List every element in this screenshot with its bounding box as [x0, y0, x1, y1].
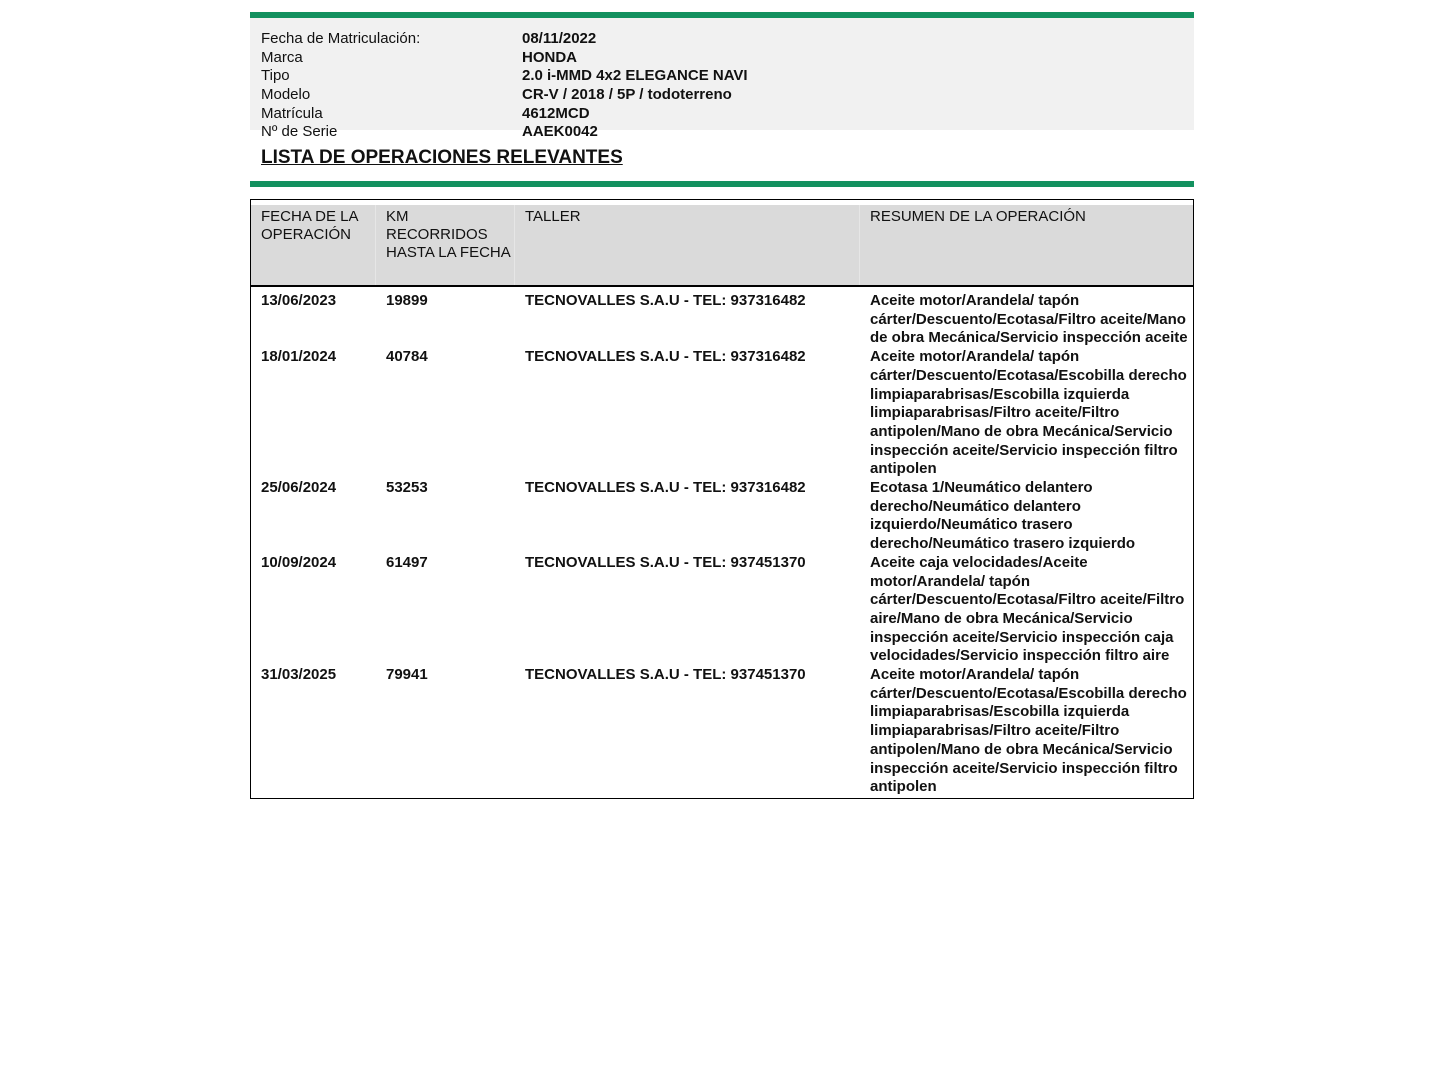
cell-km: 19899 [386, 292, 428, 309]
cell-resumen: Aceite motor/Arandela/ tapón cárter/Descuento/Ecotasa/Escobilla derecho limpiaparabrisas/Escobilla izquierda limpiaparabrisas/Filtro aceite/Filtro antipolen/Mano de obra Mecánica/Servicio inspección aceite/Servicio inspección filtro antipolen [870, 348, 1187, 478]
info-row-marca [261, 49, 1183, 68]
info-value: AAEK0042 [522, 123, 598, 141]
header-fecha: FECHA DE LA OPERACIÓN [251, 205, 376, 285]
cell-resumen: Ecotasa 1/Neumático delantero derecho/Neumático delantero izquierdo/Neumático trasero derecho/Neumático trasero izquierdo [870, 479, 1136, 553]
info-row-matricula [261, 105, 1183, 124]
info-label: Matrícula [261, 104, 323, 122]
vehicle-info-box [250, 18, 1194, 141]
header-resumen: RESUMEN DE LA OPERACIÓN [870, 208, 1086, 225]
table-row [251, 479, 1193, 554]
table-row [251, 292, 1193, 348]
cell-km: 79941 [386, 666, 428, 684]
info-value: 2.0 i-MMD 4x2 ELEGANCE NAVI [522, 67, 748, 85]
cell-resumen: Aceite caja velocidades/Aceite motor/Arandela/ tapón cárter/Descuento/Ecotasa/Filtro aceite/Filtro aire/Mano de obra Mecánica/Servicio inspección aceite/Servicio inspección caja velocidades/Servicio inspección filtro aire [870, 553, 1185, 665]
cell-taller: TECNOVALLES S.A.U - TEL: 937316482 [525, 348, 806, 366]
info-value: CR-V / 2018 / 5P / todoterreno [522, 86, 732, 104]
cell-km: 40784 [386, 348, 428, 366]
info-row-fecha-matriculacion [261, 30, 1183, 49]
info-value: 4612MCD [522, 104, 590, 122]
info-row-modelo [261, 86, 1183, 105]
table-header-row [251, 200, 1193, 287]
section-title: LISTA DE OPERACIONES RELEVANTES [261, 147, 623, 168]
info-label: Marca [261, 48, 303, 66]
info-label: Tipo [261, 67, 290, 85]
table-row [251, 348, 1193, 479]
info-value: 08/11/2022 [522, 30, 597, 47]
section-divider [250, 181, 1194, 187]
cell-fecha: 10/09/2024 [261, 553, 337, 571]
table-row [251, 554, 1193, 666]
info-label: Fecha de Matriculación: [261, 30, 421, 47]
table-row [251, 666, 1193, 797]
cell-fecha: 25/06/2024 [261, 479, 337, 497]
cell-fecha: 18/01/2024 [261, 348, 337, 366]
cell-taller: TECNOVALLES S.A.U - TEL: 937451370 [525, 666, 806, 684]
info-row-numero-serie [261, 123, 1183, 142]
header-taller: TALLER [515, 205, 860, 285]
cell-km: 61497 [386, 553, 428, 571]
info-label: Modelo [261, 86, 311, 104]
header-km: KM RECORRIDOS HASTA LA FECHA [376, 205, 515, 285]
cell-taller: TECNOVALLES S.A.U - TEL: 937451370 [525, 553, 806, 571]
cell-taller: TECNOVALLES S.A.U - TEL: 937316482 [525, 292, 806, 309]
cell-resumen: Aceite motor/Arandela/ tapón cárter/Descuento/Ecotasa/Escobilla derecho limpiaparabrisas/Escobilla izquierda limpiaparabrisas/Filtro aceite/Filtro antipolen/Mano de obra Mecánica/Servicio inspección aceite/Servicio inspección filtro antipolen [870, 666, 1187, 796]
info-row-tipo [261, 67, 1183, 86]
operations-table [250, 199, 1194, 799]
table-body [251, 287, 1193, 798]
info-value: HONDA [522, 48, 577, 66]
cell-fecha: 13/06/2023 [261, 292, 337, 309]
cell-fecha: 31/03/2025 [261, 666, 337, 684]
document-page [250, 12, 1194, 799]
cell-km: 53253 [386, 479, 428, 497]
cell-taller: TECNOVALLES S.A.U - TEL: 937316482 [525, 479, 806, 497]
cell-resumen: Aceite motor/Arandela/ tapón cárter/Descuento/Ecotasa/Filtro aceite/Mano de obra Mecánica/Servicio inspección aceite [870, 292, 1188, 347]
info-label: Nº de Serie [261, 123, 338, 141]
